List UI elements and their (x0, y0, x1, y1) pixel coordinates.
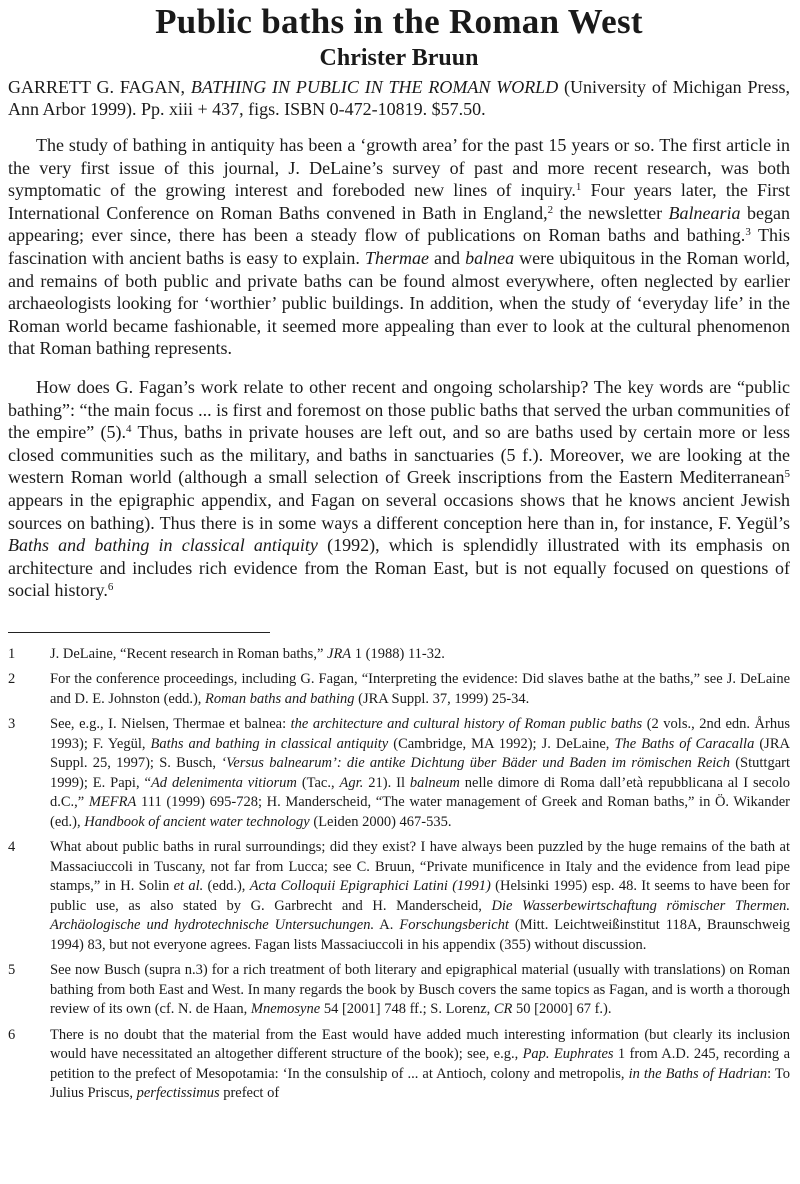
book-author: GARRETT G. FAGAN, (8, 77, 186, 97)
italic-run: Baths and bathing in classical antiquity (150, 735, 389, 752)
text-run: and (428, 247, 466, 268)
footnote-text (50, 838, 790, 955)
text-run: Thus, baths in private houses are left out, and so are baths used by certain more or less closed communities such as the military, and baths in sanctuaries (5 f.). Moreover, we are looking at the western Roman world (although a small selection of Greek inscriptions from the Eastern Mediterranean (8, 422, 790, 488)
footnote-text (50, 961, 790, 1020)
italic-run: Forschungsbericht (399, 917, 509, 934)
italic-run: The Baths of Caracalla (614, 735, 755, 752)
text-run: J. DeLaine, “Recent research in Roman baths,” (50, 645, 328, 662)
italic-run: Balnearia (668, 202, 741, 223)
text-run: The study of bathing in antiquity has been a ‘growth area’ for the past 15 years or so. The first article in the very first issue of this journal, J. DeLaine’s survey of past and more recent research, was both symptomatic of the growing interest and foreboded new lines of inquiry. (8, 135, 790, 201)
footnote-text (50, 645, 790, 665)
text-run: 1 from A.D. 245, recording a petition to the prefect of Mesopotamia: ‘In the consulship of ... at Antioch, colony and metropolis, (50, 1046, 790, 1082)
text-run: (JRA Suppl. 37, 1999) 25-34. (354, 690, 530, 707)
footnote-number: 3 (8, 716, 16, 733)
italic-run: perfectissimus (136, 1085, 220, 1102)
text-run: (JRA Suppl. 25, 1997); S. Busch, (50, 735, 790, 772)
footnote-text (50, 715, 790, 832)
italic-run: Thermae (364, 247, 429, 268)
text-run: Four years later, the First International Conference on Roman Baths convened in Bath in England, (8, 180, 790, 223)
text-run: 50 [2000] 67 f.). (512, 1001, 612, 1018)
footnote-text (50, 670, 790, 709)
text-run: 1 (1988) 11-32. (351, 645, 445, 662)
text-run: (Tac., (296, 774, 340, 791)
footnote-number: 4 (8, 839, 16, 856)
text-run: See now Busch (supra n.3) for a rich treatment of both literary and epigraphical material (usually with translations) on Roman bathing from both East and West. In many regards the book by Busch covers the same topics as Fagan, and is worth a thorough review of its own (cf. N. de Haan, (50, 962, 790, 1018)
footnote-ref-2[interactable]: 2 (547, 203, 554, 216)
text-run: 54 [2001] 748 ff.; S. Lorenz, (320, 1001, 494, 1018)
text-run: For the conference proceedings, including G. Fagan, “Interpreting the evidence: Did slaves bathe at the baths,” see J. DeLaine and D. E. Johnston (edd.), (50, 671, 790, 707)
italic-run: Mnemosyne (250, 1001, 321, 1018)
book-details: (University of Michigan Press, Ann Arbor 1999). Pp. xiii + 437, figs. ISBN 0-472-10819. $57.50. (8, 77, 791, 119)
italic-run: Roman baths and bathing (205, 690, 355, 707)
text-run: (Stuttgart 1999); E. Papi, “ (50, 755, 790, 791)
text-run: the newsletter (553, 202, 669, 223)
footnote-4 (8, 838, 790, 955)
italic-run: balneum (409, 774, 460, 791)
italic-run: Pap. Euphrates (522, 1046, 614, 1063)
italic-run: MEFRA (88, 794, 137, 811)
italic-run: ‘Versus balnearum’: die antike Dichtung über Bäder und Baden im römischen Reich (221, 755, 730, 772)
text-run: appears in the epigraphic appendix, and Fagan on several occasions shows that he knows ancient Jewish sources on bathing). Thus there is in some ways a different conception here than in, for instance, F. Yegül’s (8, 489, 790, 533)
footnote-6 (8, 1026, 790, 1104)
italic-run: Acta Colloquii Epigraphici Latini (1991) (249, 878, 491, 895)
italic-run: balnea (465, 247, 515, 268)
italic-run: JRA (327, 645, 352, 662)
text-run: How does G. Fagan’s work relate to other recent and ongoing scholarship? The key words are “public bathing”: “the main focus ... is first and foremost on those public baths that served the urban communities of the empire” (5). (8, 376, 790, 443)
body-paragraph-2 (8, 376, 790, 602)
footnote-ref-3[interactable]: 3 (745, 226, 751, 239)
text-run: (2 vols., 2nd edn. Århus 1993); F. Yegül, (50, 716, 790, 752)
footnote-5 (8, 961, 790, 1020)
text-run: nelle dimore di Roma dall’età repubblicana al I secolo d.C.,” (50, 774, 790, 811)
footnote-text (50, 1026, 790, 1104)
italic-run: Agr. (339, 774, 364, 791)
italic-run: CR (493, 1001, 513, 1018)
text-run: : To Julius Priscus, (50, 1065, 790, 1102)
footnote-number: 1 (8, 645, 16, 662)
text-run: (Leiden 2000) 467-535. (309, 813, 452, 830)
footnote-number: 6 (8, 1026, 16, 1043)
italic-run: Baths and bathing in classical antiquity (8, 535, 318, 556)
text-run: (Helsinki 1995) esp. 48. It seems to have been for public use, as also stated by G. Garbrecht and H. Manderscheid, (50, 878, 791, 914)
italic-run: et al. (173, 878, 204, 895)
reviewed-book-citation (8, 76, 790, 120)
footnote-number: 2 (8, 671, 16, 688)
footnote-1 (8, 645, 790, 665)
italic-run: the architecture and cultural history of Roman public baths (290, 716, 643, 733)
text-run: 21). Il (363, 774, 410, 791)
footnote-number: 5 (8, 962, 16, 979)
text-run: began appearing; ever since, there has been a steady flow of publications on Roman baths and bathing. (8, 202, 791, 246)
text-run: What about public baths in rural surroundings; did they exist? I have always been puzzled by the huge remains of the bath at Massaciuccoli in Tuscany, not far from Lucca; see C. Bruun, “Private munificence in Italy and the evidence from lead pipe stamps,” in H. Solin (50, 839, 790, 895)
text-run: (Mitt. Leichtweißinstitut 118A, Braunschweig 1994) 83, but not everyone agrees. Fagan lists Massaciuccoli in his appendix (355) without discussion. (50, 917, 791, 953)
footnote-ref-4[interactable]: 4 (126, 423, 132, 436)
footnote-ref-6[interactable]: 6 (107, 581, 114, 594)
text-run: This fascination with ancient baths is easy to explain. (8, 225, 790, 268)
italic-run: Ad delenimenta vitiorum (150, 774, 297, 791)
footnote-3 (8, 715, 790, 832)
text-run: See, e.g., I. Nielsen, Thermae et balnea: (50, 716, 291, 733)
article-author: Christer Bruun (319, 45, 479, 71)
italic-run: in the Baths of Hadrian (628, 1065, 768, 1082)
article-title: Public baths in the Roman West (155, 2, 643, 41)
book-title: BATHING IN PUBLIC IN THE ROMAN WORLD (190, 77, 559, 97)
footnote-2 (8, 670, 790, 709)
text-run: A. (374, 917, 400, 934)
text-run: There is no doubt that the material from the East would have added much interesting information (but clearly its inclusion would have necessitated an altogether different structure of the book); see, e.g., (50, 1026, 790, 1063)
text-run: (edd.), (203, 878, 250, 895)
text-run: were ubiquitous in the Roman world, and remains of both public and private baths can be found almost everywhere, often neglected by earlier archaeologists looking for ‘worthier’ public buildings. In addition, when the study of ‘everyday life’ in the Roman world became fashionable, it seemed more appealing than ever to look at the cultural phenomenon that Roman bathing represents. (8, 247, 790, 359)
text-run: (Cambridge, MA 1992); J. DeLaine, (388, 735, 615, 752)
footnote-divider (8, 632, 270, 633)
text-run: prefect of (219, 1085, 280, 1102)
italic-run: Die Wasserbewirtschaftung römischer Thermen. Archäologische und hydrotechnische Untersuchungen. (50, 897, 790, 934)
body-paragraph-1 (8, 134, 790, 360)
footnote-ref-5[interactable]: 5 (784, 468, 790, 481)
text-run: (1992), which is splendidly illustrated with its emphasis on architecture and includes rich evidence from the Roman East, but is not equally focused on questions of social history. (8, 535, 790, 601)
text-run: 111 (1999) 695-728; H. Manderscheid, “The water management of Greek and Roman baths,” in Ö. Wikander (ed.), (50, 794, 790, 830)
italic-run: Handbook of ancient water technology (84, 813, 310, 830)
footnote-ref-1[interactable]: 1 (575, 181, 582, 194)
